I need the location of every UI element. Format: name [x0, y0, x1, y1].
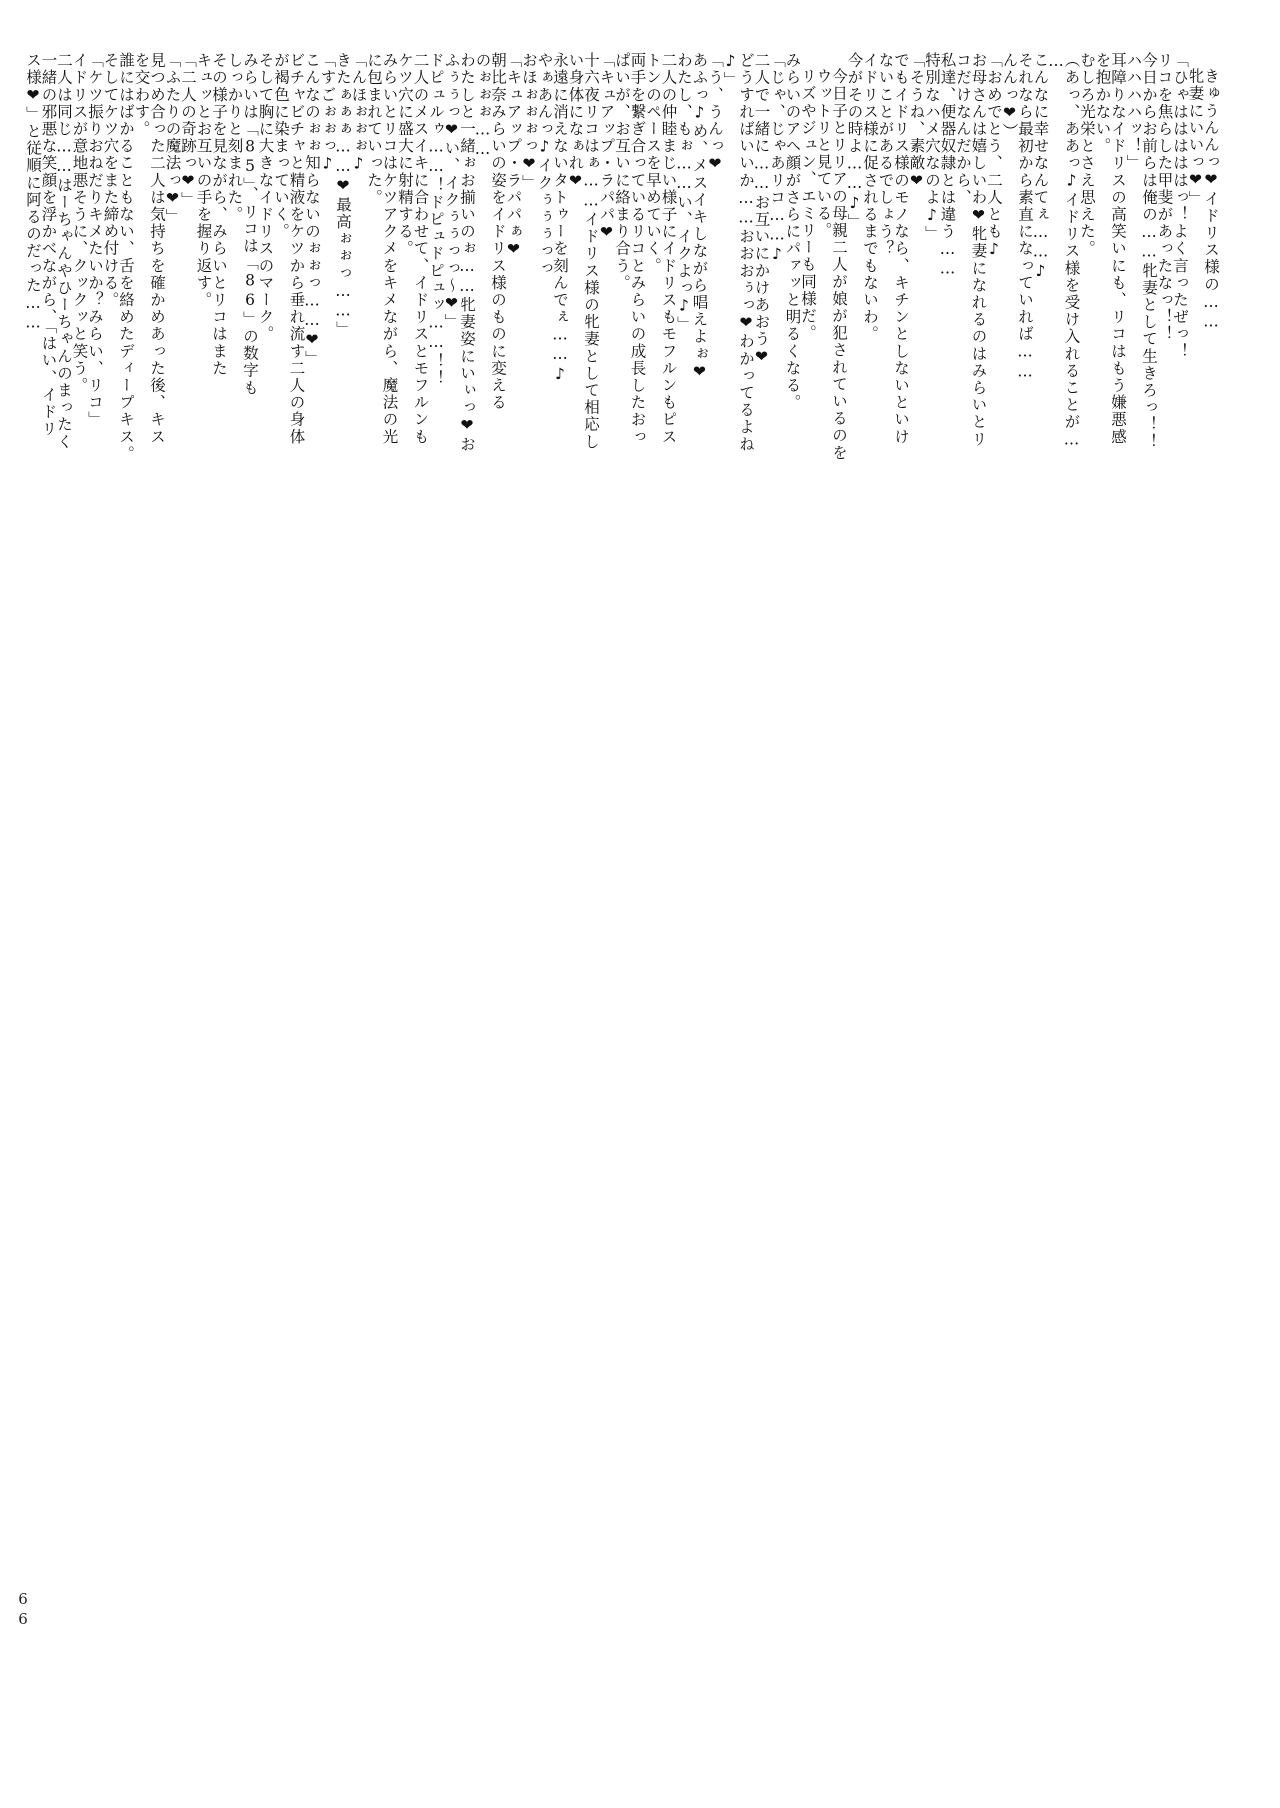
- text-column: 二人は同じ……はーちゃんやひーちゃんのまったく: [55, 52, 73, 451]
- text-column: みらいは「85」、リコは「86」の数字も: [241, 52, 259, 397]
- text-column: 「じゃ、じゃあリコ……♪: [768, 52, 786, 265]
- text-column: 十六夜リコはぁ……イドリス様の牝妻として相応し: [582, 52, 600, 451]
- text-column: 「ひゃはははははっ！よく言ったぜっ！: [1171, 52, 1189, 360]
- text-column: に包まれていった。: [365, 52, 383, 206]
- text-column: 今日子とリリアの母親二人が娘が犯されているのを: [830, 68, 848, 462]
- text-column: を交わす。: [132, 52, 151, 138]
- text-column: 「ふたりの魔法っ❤」: [163, 52, 182, 226]
- text-column: きゅうんんっ❤イドリス様の……: [1202, 68, 1220, 332]
- text-column: ビチャビチャと精液をケツから垂れ流す二人の身体: [287, 52, 306, 446]
- text-column: 見つめ合った二人は気持ちを確かめあった後、キス: [148, 52, 166, 446]
- text-column: のぉぉぉ……: [473, 52, 492, 160]
- text-column: お母さんは嬉しいわ❤牝妻になれるのはみらいとリ: [969, 52, 988, 448]
- text-column: 二人で一緒に……お互いにかけあおう❤: [752, 52, 771, 368]
- text-column: 今がその時よ……♪」: [845, 52, 864, 231]
- page-number: 66: [14, 1590, 32, 1630]
- text-column: みらいのアヘ顔がさらにパァッと明るくなる。: [783, 52, 802, 412]
- text-column: トンのペースを早めていく。: [644, 52, 662, 275]
- text-column: そしてケツ穴をまた締め付ける。: [101, 52, 120, 309]
- text-column: 「んほぉぉぉ♪: [349, 52, 368, 175]
- text-column: 朝比奈みらいの姿をイドリス様のものに変える: [489, 52, 507, 412]
- text-column: 「キュアップ・ラパパぁ❤: [504, 52, 523, 260]
- text-column: しっかりと刻まれた。: [225, 52, 244, 223]
- text-column: わたしと一緒ぉお揃いのぉ……牝妻姿にいぃっ❤お: [458, 52, 476, 453]
- text-column: こんなに幸せなんてぇ……♪: [1031, 52, 1050, 282]
- text-column: 「キュアップ・ラパパ❤: [597, 52, 616, 243]
- text-column: ケツ穴に盛大に射精する。: [396, 52, 414, 258]
- text-column: リズやジュン、エミリーも同様だ。: [799, 68, 817, 342]
- text-column: あふっ♪め、メスイキしながら唱えよぉ❤: [690, 52, 709, 382]
- text-column: きたぁぁぁ……❤最高ぉぉっ……」: [334, 52, 352, 339]
- text-column: ♪」: [721, 52, 740, 89]
- text-column: わたし、もぉ……い、イクよっ♪」: [675, 52, 693, 334]
- text-column: 永遠に消えないタトゥーを刻んでぇ……♪: [551, 52, 569, 385]
- text-column: 「二人の奇跡っ❤」: [179, 52, 197, 209]
- text-column: 特別なハメ穴なのよ♪」: [923, 52, 941, 243]
- text-column: みらいとリコはケツアクメをキメながら、魔法の光: [380, 52, 399, 446]
- text-column: イドリスが意地悪そうに、クックッと笑う。: [70, 52, 89, 394]
- text-column: ドピュルゥ……！ドピュドピュッ……！！: [427, 52, 445, 387]
- vertical-text-body: [24, 52, 1220, 1612]
- text-column: そして胸に大きなイドリスのマーク。: [256, 52, 275, 343]
- text-column: 「すごぉぉっ♪: [318, 52, 337, 175]
- text-column: ハハハハッ！」: [1124, 52, 1143, 172]
- text-column: （あっ、ああっ♪イドリス様を受け入れることが…: [1062, 52, 1081, 451]
- text-column: …: [1047, 52, 1065, 72]
- text-column: 「ケツ振りおねだりキメたいか？みらい、リコ」: [86, 52, 104, 429]
- text-column: むしろ光栄とさえ思えた。: [1078, 52, 1096, 258]
- text-column: ウットリと見ている。: [814, 68, 833, 239]
- text-column: 両手を繋ぎ合っているリコとみらいの成長したおっ: [628, 52, 647, 446]
- text-column: おほぉぉぉっ❤」: [520, 52, 538, 192]
- text-column: 「そうね、素敵❤: [907, 52, 926, 192]
- text-column: ぱいが、お互いに絡まり合う。: [613, 52, 631, 292]
- text-column: 二人の仲睦まじい様子にイドリスもモフルンもピス: [659, 52, 678, 446]
- text-column: が褐色に染まっていく。: [272, 52, 290, 241]
- text-column: 牝妻にいいっ❤」: [1186, 68, 1205, 208]
- text-column: それなら最初から素直になっていれば……: [1016, 52, 1034, 382]
- text-column: 一緒の邪悪な笑顔を浮かべながら、「はい、イドリ: [39, 52, 58, 438]
- text-column: どうすればいいか……おおおぅっ❤わかってるよね: [737, 52, 755, 453]
- text-column: 「う、うんっ❤: [706, 52, 724, 175]
- text-column: リコを焦らした甲斐があったなっ！！: [1155, 52, 1174, 343]
- text-column: ふぅぅっ❤い、イクぅぅっっ〜❤」: [442, 52, 461, 331]
- text-column: ないことがあるでしょう？: [876, 52, 895, 258]
- text-column: 二人のメスイキに合わせて、イドリスとモフルンも: [411, 52, 430, 446]
- text-column: イドリス様に促されるまでもないわ。: [861, 52, 879, 343]
- text-column: んんっ❤）: [1000, 52, 1019, 140]
- text-column: 私達、便器奴隷とは違う……: [938, 52, 957, 280]
- text-column: こんなのぉぉ知らないのぉぉっ……❤」: [303, 52, 321, 368]
- text-column: でもイドリス様のモノなら、キチンとしないといけ: [892, 52, 910, 446]
- text-column: コだけなんだから、: [954, 52, 972, 206]
- text-column: その様子を見ながら、みらいとリコはまた: [210, 52, 228, 377]
- text-column: ス様❤」と従順に阿るのだった……: [24, 52, 42, 334]
- text-column: キュッとお互いの手を握り返す。: [194, 52, 213, 309]
- text-column: 「おめでとう、二人とも♪: [985, 52, 1003, 260]
- text-column: 今日からお前らは俺の……牝妻として生きろっ！！: [1140, 52, 1158, 451]
- text-column: い身体になぁれ❤: [566, 52, 585, 192]
- text-column: を抱かない。: [1093, 52, 1112, 155]
- text-column: やぁあんっ♪イクぅぅぅっっ: [535, 52, 554, 277]
- text-column: 誰にはばかることもない、舌を絡めたディープキス。: [117, 52, 135, 463]
- text-column: 耳障りなイドリスの高笑いにも、リコはもう嫌悪感: [1109, 52, 1127, 446]
